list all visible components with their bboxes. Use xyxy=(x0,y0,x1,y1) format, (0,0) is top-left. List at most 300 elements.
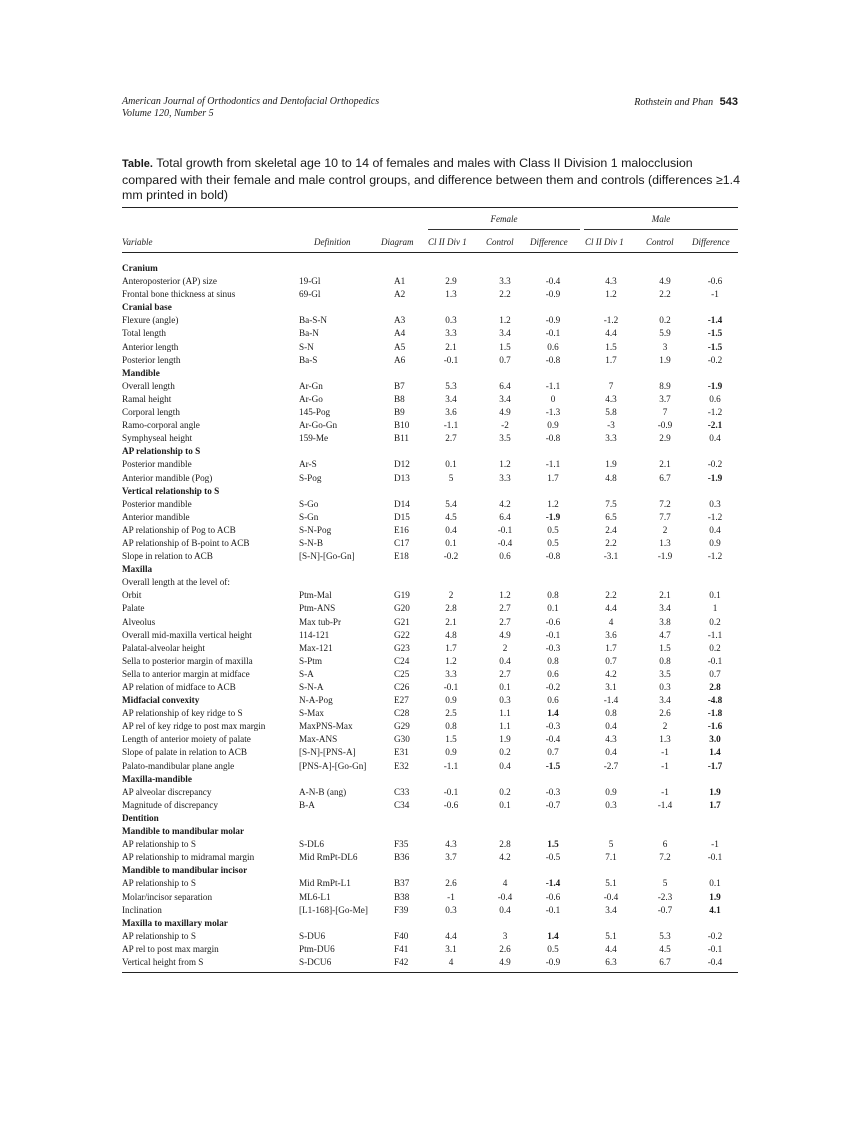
cell-male-cl2: 3.6 xyxy=(605,629,617,640)
cell-male-difference: -1.5 xyxy=(707,328,723,339)
cell-female-control: 1.5 xyxy=(499,341,511,352)
cell-variable: AP rel of key ridge to post max margin xyxy=(122,721,266,732)
section-heading: Cranial base xyxy=(122,302,172,313)
cell-female-control: 2.7 xyxy=(499,603,511,614)
table-row xyxy=(122,341,738,354)
cell-variable: AP alveolar discrepancy xyxy=(122,786,212,797)
cell-female-control: 0.7 xyxy=(499,354,511,365)
cell-female-difference: -1.3 xyxy=(545,407,561,418)
cell-male-difference: -0.6 xyxy=(707,276,723,287)
cell-definition: S-Max xyxy=(299,708,325,719)
cell-definition: Ar-Gn xyxy=(299,380,323,391)
cell-definition: S-N-B xyxy=(299,537,323,548)
cell-male-cl2: 6.5 xyxy=(605,511,617,522)
cell-female-difference: -0.2 xyxy=(545,682,561,692)
section-heading-row xyxy=(122,563,738,576)
cell-female-cl2: 4.8 xyxy=(445,629,457,640)
cell-diagram: A3 xyxy=(394,315,406,326)
cell-diagram: C24 xyxy=(394,655,410,666)
cell-female-cl2: -0.1 xyxy=(443,786,459,797)
table-row xyxy=(122,707,738,720)
cell-female-difference: 1.4 xyxy=(547,708,559,719)
cell-male-control: 7 xyxy=(662,407,668,418)
cell-diagram: G20 xyxy=(394,603,410,614)
table-row xyxy=(122,668,738,681)
table-row xyxy=(122,760,738,773)
cell-definition: S-N-Pog xyxy=(299,524,332,535)
cell-male-difference: -1 xyxy=(711,839,719,850)
cell-male-control: 7.2 xyxy=(659,498,671,509)
cell-female-difference: -0.9 xyxy=(545,315,561,326)
cell-male-control: 2.1 xyxy=(659,590,671,601)
cell-male-control: 3.4 xyxy=(659,695,671,706)
cell-female-cl2: 3.4 xyxy=(445,393,457,404)
cell-female-control: 3.4 xyxy=(499,393,511,404)
cell-male-control: 6 xyxy=(662,839,668,850)
cell-male-cl2: 0.4 xyxy=(605,721,617,732)
cell-male-control: 2.1 xyxy=(659,459,671,470)
journal-volume: Volume 120, Number 5 xyxy=(122,108,214,119)
cell-definition: MaxPNS-Max xyxy=(299,721,353,732)
cell-male-difference: -1.9 xyxy=(707,380,723,391)
cell-definition: Max-121 xyxy=(299,642,333,653)
cell-female-difference: -0.3 xyxy=(545,721,561,732)
cell-female-control: 2.2 xyxy=(499,289,511,300)
cell-male-cl2: -0.4 xyxy=(603,891,619,902)
running-header xyxy=(122,96,738,126)
cell-female-control: 0.6 xyxy=(499,551,511,562)
cell-definition: Ba-S-N xyxy=(299,315,328,326)
cell-variable: Palate xyxy=(122,603,145,614)
cell-variable: Sella to posterior margin of maxilla xyxy=(122,655,253,666)
cell-male-control: 3 xyxy=(662,341,668,352)
cell-definition: Mid RmPt-DL6 xyxy=(299,852,358,863)
cell-male-control: -1.9 xyxy=(657,551,673,562)
cell-male-cl2: 2.4 xyxy=(605,524,617,535)
cell-female-difference: -0.1 xyxy=(545,629,561,640)
cell-female-difference: 0.1 xyxy=(547,603,559,614)
cell-variable: Flexure (angle) xyxy=(122,315,179,326)
cell-male-difference: 0.4 xyxy=(709,524,721,535)
cell-male-control: 3.5 xyxy=(659,668,671,679)
cell-female-difference: 0 xyxy=(550,393,556,404)
cell-male-cl2: -2.7 xyxy=(603,760,619,771)
cell-female-cl2: 2.1 xyxy=(445,341,457,352)
cell-definition: Ptm-Mal xyxy=(299,590,332,601)
cell-definition: N-A-Pog xyxy=(299,695,333,706)
cell-female-control: 0.4 xyxy=(499,655,511,666)
cell-female-cl2: 3.6 xyxy=(445,407,457,418)
cell-male-control: 3.4 xyxy=(659,603,671,614)
cell-definition: S-Pog xyxy=(299,472,322,483)
cell-variable: AP relationship of Pog to ACB xyxy=(122,524,236,535)
cell-male-cl2: 4 xyxy=(608,616,614,627)
cell-female-cl2: 0.9 xyxy=(445,747,457,758)
cell-variable: Orbit xyxy=(122,590,142,601)
cell-diagram: E16 xyxy=(394,524,409,535)
cell-diagram: B8 xyxy=(394,393,405,404)
table-row xyxy=(122,655,738,668)
cell-diagram: B37 xyxy=(394,878,410,889)
cell-female-control: 2.7 xyxy=(499,616,511,627)
caption-label: Table. xyxy=(122,158,153,170)
journal-title: American Journal of Orthodontics and Dentofacial Orthopedics xyxy=(122,96,380,107)
group-header-female: Female xyxy=(490,214,518,224)
cell-female-cl2: 3.3 xyxy=(445,668,457,679)
section-heading-row xyxy=(122,917,738,930)
table-row xyxy=(122,891,738,904)
cell-female-control: 3.4 xyxy=(499,328,511,339)
cell-diagram: B36 xyxy=(394,852,410,863)
cell-diagram: A6 xyxy=(394,354,406,365)
col-header-female-control: Control xyxy=(486,237,514,247)
cell-female-cl2: 2 xyxy=(448,590,454,601)
table-row xyxy=(122,616,738,629)
caption-text: Total growth from skeletal age 10 to 14 of females and males with Class II Division 1 malocclusion compared with their female and male control groups, and difference between them and controls (differences ≥1.4 mm printed in bold) xyxy=(122,156,740,203)
cell-female-control: 6.4 xyxy=(499,380,511,391)
cell-male-difference: -1.4 xyxy=(707,315,723,326)
cell-male-cl2: -3 xyxy=(607,420,615,431)
table-top-rule xyxy=(122,207,738,208)
cell-variable: AP relationship to S xyxy=(122,839,196,850)
cell-definition: [S-N]-[Go-Gn] xyxy=(299,551,355,562)
cell-definition: 69-Gl xyxy=(299,289,321,300)
cell-definition: 159-Me xyxy=(299,433,329,444)
cell-variable: Inclination xyxy=(122,904,162,915)
cell-female-cl2: 0.1 xyxy=(445,459,457,470)
table-row xyxy=(122,851,738,864)
cell-diagram: E18 xyxy=(394,551,409,562)
table-row xyxy=(122,720,738,733)
cell-male-cl2: 7.5 xyxy=(605,498,617,509)
cell-male-control: 7.2 xyxy=(659,852,671,863)
cell-female-cl2: 1.7 xyxy=(445,642,457,653)
cell-female-control: 0.2 xyxy=(499,786,511,797)
cell-male-control: 1.9 xyxy=(659,354,671,365)
section-heading: Mandible xyxy=(122,367,160,378)
cell-diagram: B38 xyxy=(394,891,410,902)
cell-male-cl2: -1.2 xyxy=(603,315,619,326)
cell-female-control: 3.3 xyxy=(499,276,511,287)
cell-male-control: 2 xyxy=(662,524,668,535)
cell-variable: AP relationship of key ridge to S xyxy=(122,708,243,719)
cell-variable: Total length xyxy=(122,328,167,339)
cell-diagram: F35 xyxy=(394,839,409,850)
cell-diagram: C26 xyxy=(394,682,410,692)
cell-male-cl2: 5.1 xyxy=(605,930,617,941)
cell-definition: S-Gn xyxy=(299,511,319,522)
cell-definition: B-A xyxy=(299,799,315,810)
cell-female-difference: -1.9 xyxy=(545,511,561,522)
cell-variable: Posterior length xyxy=(122,354,181,365)
table-row xyxy=(122,838,738,851)
cell-diagram: A1 xyxy=(394,276,406,287)
cell-male-cl2: 4.3 xyxy=(605,276,617,287)
cell-male-cl2: 4.4 xyxy=(605,943,617,954)
cell-diagram: F41 xyxy=(394,943,409,954)
cell-male-difference: 0.6 xyxy=(709,393,721,404)
section-heading-row xyxy=(122,301,738,314)
cell-female-control: 2.7 xyxy=(499,668,511,679)
table-row xyxy=(122,904,738,917)
cell-male-difference: -1.2 xyxy=(707,407,723,418)
cell-male-control: 2.2 xyxy=(659,289,671,300)
cell-variable: Anterior length xyxy=(122,341,179,352)
cell-diagram: C34 xyxy=(394,799,410,810)
cell-definition: [PNS-A]-[Go-Gn] xyxy=(299,760,367,771)
journal-info xyxy=(122,96,379,120)
cell-female-control: 4.2 xyxy=(499,852,511,863)
section-heading-row xyxy=(122,812,738,825)
cell-female-difference: -1.1 xyxy=(545,459,561,470)
cell-definition: ML6-L1 xyxy=(299,891,331,902)
cell-variable: Vertical height from S xyxy=(122,956,204,967)
cell-male-cl2: 1.9 xyxy=(605,459,617,470)
cell-male-control: 1.3 xyxy=(659,537,671,548)
cell-female-difference: 0.6 xyxy=(547,695,559,706)
cell-definition: S-DCU6 xyxy=(299,956,332,967)
cell-male-control: 5 xyxy=(662,878,668,889)
cell-male-cl2: 2.2 xyxy=(605,537,617,548)
table-row xyxy=(122,602,738,615)
cell-male-cl2: 2.2 xyxy=(605,590,617,601)
col-header-female-difference: Difference xyxy=(530,237,568,247)
cell-female-difference: -0.6 xyxy=(545,616,561,627)
cell-female-cl2: 5 xyxy=(448,472,454,483)
cell-male-difference: -1.9 xyxy=(707,472,723,483)
cell-variable: Length of anterior moiety of palate xyxy=(122,734,251,745)
cell-male-difference: -1.7 xyxy=(707,760,723,771)
cell-diagram: G29 xyxy=(394,721,410,732)
cell-male-difference: -1.2 xyxy=(707,551,723,562)
cell-diagram: F42 xyxy=(394,956,409,967)
cell-male-difference: -0.2 xyxy=(707,459,723,470)
cell-variable: Palatal-alveolar height xyxy=(122,642,205,653)
cell-definition: Max tub-Pr xyxy=(299,616,342,627)
cell-male-cl2: 3.3 xyxy=(605,433,617,444)
cell-male-cl2: 4.3 xyxy=(605,393,617,404)
cell-male-cl2: 1.5 xyxy=(605,341,617,352)
cell-diagram: E27 xyxy=(394,695,409,706)
cell-female-difference: -0.3 xyxy=(545,642,561,653)
col-header-male-cl2: Cl II Div 1 xyxy=(585,237,624,247)
cell-male-control: 8.9 xyxy=(659,380,671,391)
section-heading-row xyxy=(122,367,738,380)
cell-diagram: G21 xyxy=(394,616,410,627)
cell-male-control: 7.7 xyxy=(659,511,671,522)
table-row xyxy=(122,930,738,943)
cell-female-cl2: -1.1 xyxy=(443,420,459,431)
cell-definition: S-N-A xyxy=(299,682,324,692)
cell-variable: Magnitude of discrepancy xyxy=(122,799,218,810)
cell-male-difference: -1 xyxy=(711,289,719,300)
cell-female-control: 1.1 xyxy=(499,721,511,732)
cell-female-difference: -1.5 xyxy=(545,760,561,771)
cell-female-control: 4.9 xyxy=(499,407,511,418)
cell-female-cl2: 1.3 xyxy=(445,289,457,300)
page-number: 543 xyxy=(719,96,738,108)
cell-male-cl2: 0.3 xyxy=(605,799,617,810)
cell-definition: [L1-168]-[Go-Me] xyxy=(299,904,368,915)
cell-female-cl2: -0.6 xyxy=(443,799,459,810)
table-row xyxy=(122,288,738,301)
cell-female-cl2: 0.3 xyxy=(445,315,457,326)
cell-variable: Posterior mandible xyxy=(122,498,192,509)
cell-male-cl2: 0.4 xyxy=(605,747,617,758)
cell-diagram: G30 xyxy=(394,734,410,745)
cell-variable: Sella to anterior margin at midface xyxy=(122,668,250,679)
cell-diagram: A2 xyxy=(394,289,406,300)
cell-definition: Ar-Go xyxy=(299,393,323,404)
col-header-male-control: Control xyxy=(646,237,674,247)
author-page xyxy=(634,96,738,108)
cell-diagram: C25 xyxy=(394,668,410,679)
cell-diagram: B9 xyxy=(394,407,405,418)
cell-variable: Overall length xyxy=(122,380,175,391)
table-row xyxy=(122,406,738,419)
cell-diagram: E32 xyxy=(394,760,409,771)
cell-diagram: C17 xyxy=(394,537,410,548)
table-row xyxy=(122,458,738,471)
cell-female-difference: 0.8 xyxy=(547,590,559,601)
table-row xyxy=(122,393,738,406)
cell-female-control: 0.1 xyxy=(499,799,511,810)
cell-male-difference: -0.2 xyxy=(707,354,723,365)
cell-female-difference: -1.4 xyxy=(545,878,561,889)
cell-variable: Overall length at the level of: xyxy=(122,577,230,588)
cell-male-cl2: -3.1 xyxy=(603,551,619,562)
cell-male-cl2: 4.3 xyxy=(605,734,617,745)
cell-female-cl2: -0.2 xyxy=(443,551,459,562)
cell-male-control: -1 xyxy=(661,747,669,758)
cell-variable: Posterior mandible xyxy=(122,459,192,470)
cell-definition: Ar-S xyxy=(299,459,317,470)
cell-female-difference: 0.6 xyxy=(547,668,559,679)
cell-male-control: 4.7 xyxy=(659,629,671,640)
cell-diagram: G19 xyxy=(394,590,410,601)
cell-female-control: 0.4 xyxy=(499,904,511,915)
section-heading: Vertical relationship to S xyxy=(122,485,220,496)
cell-male-control: 6.7 xyxy=(659,472,671,483)
section-heading: Mandible to mandibular molar xyxy=(122,826,245,837)
cell-female-cl2: 2.8 xyxy=(445,603,457,614)
cell-female-control: 1.2 xyxy=(499,590,511,601)
header-rule xyxy=(122,252,738,253)
cell-male-cl2: 4.4 xyxy=(605,328,617,339)
cell-male-control: 1.5 xyxy=(659,642,671,653)
cell-definition: Ptm-DU6 xyxy=(299,943,335,954)
cell-male-cl2: 6.3 xyxy=(605,956,617,967)
table-row xyxy=(122,642,738,655)
cell-diagram: D14 xyxy=(394,498,410,509)
cell-definition: Ptm-ANS xyxy=(299,603,336,614)
section-heading: Maxilla xyxy=(122,564,153,575)
cell-male-difference: 0.7 xyxy=(709,668,721,679)
section-heading: Maxilla-mandible xyxy=(122,773,192,784)
cell-female-cl2: -0.1 xyxy=(443,354,459,365)
cell-male-difference: 1 xyxy=(712,603,718,614)
cell-male-control: 2.9 xyxy=(659,433,671,444)
cell-female-difference: -0.8 xyxy=(545,551,561,562)
cell-female-control: 4.2 xyxy=(499,498,511,509)
cell-female-cl2: -0.1 xyxy=(443,682,459,692)
cell-male-difference: 0.4 xyxy=(709,433,721,444)
cell-male-difference: -1.8 xyxy=(707,708,723,719)
cell-male-control: -0.7 xyxy=(657,904,673,915)
cell-female-difference: -0.5 xyxy=(545,852,561,863)
cell-male-cl2: 4.4 xyxy=(605,603,617,614)
cell-diagram: A5 xyxy=(394,341,406,352)
cell-male-cl2: 3.1 xyxy=(605,682,617,692)
cell-male-cl2: 5.8 xyxy=(605,407,617,418)
cell-female-control: -0.4 xyxy=(497,891,513,902)
cell-variable: Ramo-corporal angle xyxy=(122,420,200,431)
cell-male-difference: 1.9 xyxy=(709,786,721,797)
cell-male-difference: 4.1 xyxy=(709,904,721,915)
cell-male-difference: 1.9 xyxy=(709,891,721,902)
table-row xyxy=(122,877,738,890)
cell-male-difference: -0.2 xyxy=(707,930,723,941)
cell-definition: 145-Pog xyxy=(299,407,331,418)
cell-definition: Max-ANS xyxy=(299,734,338,745)
cell-male-difference: -0.1 xyxy=(707,852,723,863)
cell-female-control: -0.4 xyxy=(497,537,513,548)
cell-female-cl2: 0.4 xyxy=(445,524,457,535)
cell-female-control: 2.6 xyxy=(499,943,511,954)
cell-female-difference: -0.9 xyxy=(545,289,561,300)
cell-female-cl2: 3.1 xyxy=(445,943,457,954)
cell-variable: Corporal length xyxy=(122,407,180,418)
section-heading: Maxilla to maxillary molar xyxy=(122,917,228,928)
cell-female-difference: -1.1 xyxy=(545,380,561,391)
cell-female-difference: 0.5 xyxy=(547,537,559,548)
cell-male-cl2: 0.9 xyxy=(605,786,617,797)
section-heading-row xyxy=(122,773,738,786)
cell-female-difference: -0.8 xyxy=(545,354,561,365)
cell-diagram: F39 xyxy=(394,904,409,915)
table-row xyxy=(122,576,738,589)
cell-male-control: 0.8 xyxy=(659,655,671,666)
cell-male-control: 2 xyxy=(662,721,668,732)
cell-definition: A-N-B (ang) xyxy=(299,786,347,797)
cell-definition: 19-Gl xyxy=(299,276,321,287)
cell-female-cl2: 5.4 xyxy=(445,498,457,509)
group-rule-male xyxy=(584,229,738,230)
table-row xyxy=(122,681,738,694)
cell-diagram: B11 xyxy=(394,433,409,444)
cell-female-difference: 0.5 xyxy=(547,524,559,535)
cell-female-difference: 1.7 xyxy=(547,472,559,483)
cell-male-difference: 1.4 xyxy=(709,747,721,758)
cell-diagram: D13 xyxy=(394,472,410,483)
cell-variable: AP relationship to S xyxy=(122,878,196,889)
col-header-variable: Variable xyxy=(122,237,153,247)
cell-female-difference: 0.6 xyxy=(547,341,559,352)
col-header-female-cl2: Cl II Div 1 xyxy=(428,237,467,247)
cell-diagram: B10 xyxy=(394,420,410,431)
cell-male-difference: -2.1 xyxy=(707,420,723,431)
cell-male-control: 6.7 xyxy=(659,956,671,967)
cell-female-cl2: 4.5 xyxy=(445,511,457,522)
cell-female-control: 6.4 xyxy=(499,511,511,522)
table-row xyxy=(122,511,738,524)
table-row xyxy=(122,746,738,759)
table-row xyxy=(122,799,738,812)
cell-male-cl2: 5.1 xyxy=(605,878,617,889)
cell-male-difference: 0.3 xyxy=(709,498,721,509)
cell-male-control: -1.4 xyxy=(657,799,673,810)
section-heading-row xyxy=(122,445,738,458)
